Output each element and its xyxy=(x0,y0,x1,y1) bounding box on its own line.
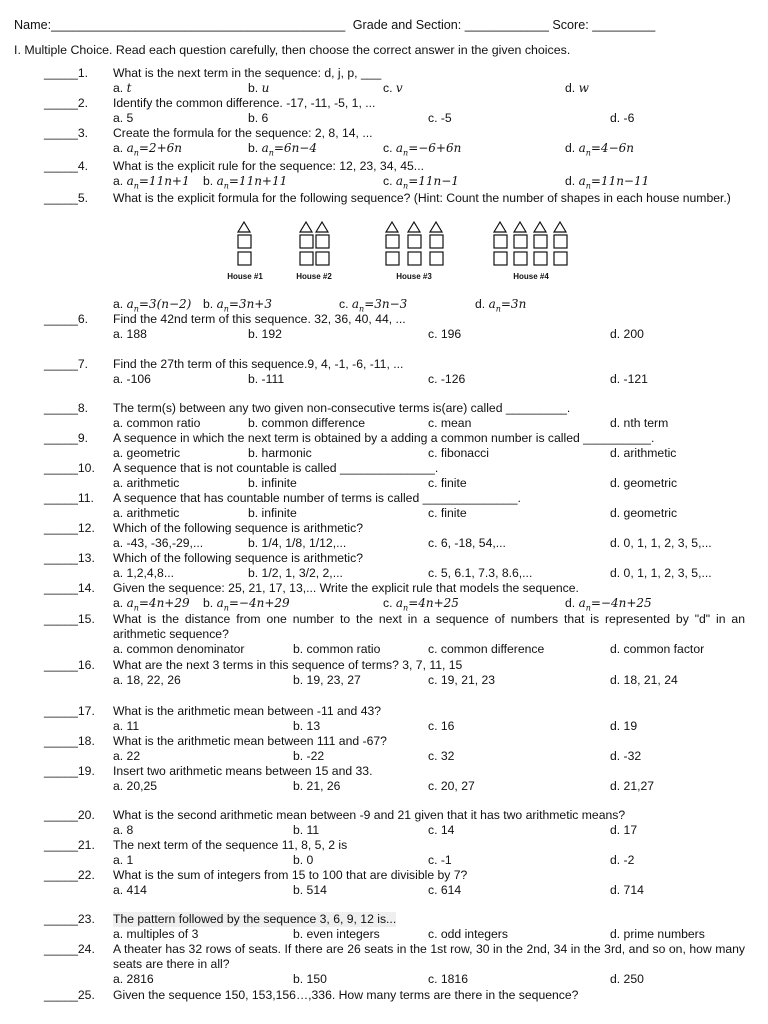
choice-d[interactable]: d. -32 xyxy=(610,749,642,763)
choice-a[interactable]: a. 1 xyxy=(113,853,134,867)
question-18 xyxy=(0,734,768,764)
choice-d[interactable]: d. w xyxy=(565,81,589,95)
question-text: Find the 42nd term of this sequence. 32, 36, 40, 44, ... xyxy=(113,312,406,326)
question-text: Identify the common difference. -17, -11, -5, 1, ... xyxy=(113,96,376,110)
question-3 xyxy=(0,126,768,156)
answer-blank[interactable]: _____24. xyxy=(44,942,95,956)
question-text: Which of the following sequence is arithmetic? xyxy=(113,521,363,535)
choice-b[interactable]: b. -22 xyxy=(293,749,325,763)
choice-c[interactable]: c. $a_n=3n-3$ xyxy=(339,297,408,314)
name-field[interactable]: __________________________________________ xyxy=(51,18,346,32)
house-label-3: House #3 xyxy=(396,272,432,281)
choice-a[interactable]: a. arithmetic xyxy=(113,476,180,490)
answer-blank[interactable]: _____25. xyxy=(44,988,95,1002)
question-text: Insert two arithmetic means between 15 and 33. xyxy=(113,764,373,778)
choice-a[interactable]: a. -43, -36,-29,... xyxy=(113,536,204,550)
answer-blank[interactable]: _____6. xyxy=(44,312,89,326)
question-text: A theater has 32 rows of seats. If there are 26 seats in the 1st row, 30 in the 2nd, 34 in the 3rd, and so on, how many seats are there in all? xyxy=(113,942,745,971)
answer-blank[interactable]: _____5. xyxy=(44,191,89,205)
choice-c[interactable]: c. odd integers xyxy=(428,927,508,941)
choice-a[interactable]: a. $a_n=2+6n$ xyxy=(113,141,182,158)
score-field[interactable]: _________ xyxy=(592,18,656,32)
choice-c[interactable]: c. -126 xyxy=(428,372,466,386)
question-10 xyxy=(0,461,768,491)
choice-d[interactable]: d. 21,27 xyxy=(610,779,655,793)
question-14 xyxy=(0,581,768,611)
house-1-shapes xyxy=(238,222,251,265)
choice-b[interactable]: b. 21, 26 xyxy=(293,779,341,793)
choice-b[interactable]: b. infinite xyxy=(248,506,297,520)
question-2 xyxy=(0,96,768,126)
choice-a[interactable]: a. 20,25 xyxy=(113,779,158,793)
question-text: A sequence in which the next term is obtained by a adding a common number is called __________. xyxy=(113,431,655,445)
choice-a[interactable]: a. -106 xyxy=(113,372,151,386)
choice-b[interactable]: b. harmonic xyxy=(248,446,312,460)
question-11 xyxy=(0,491,768,521)
choice-b[interactable]: b. 13 xyxy=(293,719,321,733)
question-6 xyxy=(0,312,768,342)
choice-a[interactable]: a. 414 xyxy=(113,883,147,897)
question-25 xyxy=(0,988,768,1003)
question-19 xyxy=(0,764,768,794)
grade-field[interactable]: ____________ xyxy=(464,18,549,32)
question-text: What is the arithmetic mean between -11 and 43? xyxy=(113,704,382,718)
choice-c[interactable]: c. v xyxy=(383,81,403,95)
worksheet-header xyxy=(14,18,754,32)
question-text: What is the arithmetic mean between 111 and -67? xyxy=(113,734,387,748)
choice-d[interactable]: d. common factor xyxy=(610,642,705,656)
choice-a[interactable]: a. common ratio xyxy=(113,416,201,430)
question-20 xyxy=(0,808,768,838)
choice-c[interactable]: c. $a_n=-6+6n$ xyxy=(383,141,462,158)
answer-blank[interactable]: _____10. xyxy=(44,461,95,475)
question-22 xyxy=(0,868,768,898)
question-text: What is the next term in the sequence: d, j, p, ___ xyxy=(113,66,382,80)
choice-d[interactable]: d. 0, 1, 1, 2, 3, 5,... xyxy=(610,536,712,550)
choice-b[interactable]: b. 150 xyxy=(293,972,327,986)
choice-a[interactable]: a. 2816 xyxy=(113,972,154,986)
house-2-shapes xyxy=(300,222,329,265)
choice-c[interactable]: c. $a_n=4n+25$ xyxy=(383,596,459,613)
house-label-4: House #4 xyxy=(513,272,549,281)
choice-b[interactable]: b. 0 xyxy=(293,853,314,867)
choice-b[interactable]: b. $a_n=-4n+29$ xyxy=(203,596,290,613)
choice-c[interactable]: c. 614 xyxy=(428,883,462,897)
answer-blank[interactable]: _____4. xyxy=(44,159,89,173)
answer-blank[interactable]: _____15. xyxy=(44,612,95,626)
house-figure xyxy=(228,220,588,296)
choice-b[interactable]: b. 6 xyxy=(248,111,269,125)
choice-c[interactable]: c. -5 xyxy=(428,111,452,125)
question-text: Which of the following sequence is arithmetic? xyxy=(113,551,363,565)
choice-d[interactable]: d. $a_n=3n$ xyxy=(475,297,527,314)
choice-c[interactable]: c. 6, -18, 54,... xyxy=(428,536,506,550)
choice-a[interactable]: a. t xyxy=(113,81,132,95)
choice-d[interactable]: d. -2 xyxy=(610,853,635,867)
choice-b[interactable]: b. $a_n=3n+3$ xyxy=(203,297,272,314)
choice-d[interactable]: d. 0, 1, 1, 2, 3, 5,... xyxy=(610,566,712,580)
choice-a[interactable]: a. 5 xyxy=(113,111,134,125)
choice-c[interactable]: c. 196 xyxy=(428,327,462,341)
choice-a[interactable]: a. 8 xyxy=(113,823,134,837)
choice-b[interactable]: b. 1/2, 1, 3/2, 2,... xyxy=(248,566,343,580)
choice-c[interactable]: c. finite xyxy=(428,476,467,490)
answer-blank[interactable]: _____2. xyxy=(44,96,89,110)
question-23 xyxy=(0,912,768,942)
question-7 xyxy=(0,357,768,387)
choice-b[interactable]: b. common difference xyxy=(248,416,365,430)
question-13 xyxy=(0,551,768,581)
question-9 xyxy=(0,431,768,461)
question-text: A sequence that is not countable is called ______________. xyxy=(113,461,439,475)
answer-blank[interactable]: _____13. xyxy=(44,551,95,565)
choice-d[interactable]: d. 19 xyxy=(610,719,638,733)
choice-c[interactable]: c. fibonacci xyxy=(428,446,489,460)
instructions: I. Multiple Choice. Read each question carefully, then choose the correct answer in the given choices. xyxy=(14,43,571,57)
choice-d[interactable]: d. -121 xyxy=(610,372,648,386)
choice-c[interactable]: c. 32 xyxy=(428,749,455,763)
choice-a[interactable]: a. $a_n=4n+29$ xyxy=(113,596,190,613)
choice-d[interactable]: d. 18, 21, 24 xyxy=(610,673,678,687)
house-4-shapes xyxy=(494,222,567,265)
choice-a[interactable]: a. multiples of 3 xyxy=(113,927,199,941)
choice-b[interactable]: b. 192 xyxy=(248,327,282,341)
question-16 xyxy=(0,658,768,688)
question-text: A sequence that has countable number of terms is called ______________. xyxy=(113,491,521,505)
choice-c[interactable]: c. 20, 27 xyxy=(428,779,475,793)
house-3-shapes xyxy=(386,222,443,265)
choice-b[interactable]: b. even integers xyxy=(293,927,380,941)
choice-c[interactable]: c. mean xyxy=(428,416,472,430)
question-text: What are the next 3 terms in this sequence of terms? 3, 7, 11, 15 xyxy=(113,658,463,672)
answer-blank[interactable]: _____16. xyxy=(44,658,95,672)
question-text: Given the sequence: 25, 21, 17, 13,... Write the explicit rule that models the sequence. xyxy=(113,581,579,595)
choice-b[interactable]: b. 514 xyxy=(293,883,327,897)
question-text: What is the second arithmetic mean between -9 and 21 given that it has two arithmetic means? xyxy=(113,808,626,822)
question-24 xyxy=(0,942,768,987)
house-diagram xyxy=(228,220,588,280)
choice-c[interactable]: c. 16 xyxy=(428,719,455,733)
question-text: Given the sequence 150, 153,156…,336. How many terms are there in the sequence? xyxy=(113,988,579,1002)
house-label-1: House #1 xyxy=(227,272,263,281)
choice-a[interactable]: a. 188 xyxy=(113,327,147,341)
choice-d[interactable]: d. prime numbers xyxy=(610,927,705,941)
question-text: The pattern followed by the sequence 3, 6, 9, 12 is... xyxy=(113,912,397,926)
choice-a[interactable]: a. 18, 22, 26 xyxy=(113,673,181,687)
choice-a[interactable]: a. geometric xyxy=(113,446,181,460)
choice-d[interactable]: d. $a_n=-4n+25$ xyxy=(565,596,652,613)
answer-blank[interactable]: _____23. xyxy=(44,912,95,926)
choice-d[interactable]: d. geometric xyxy=(610,506,678,520)
answer-blank[interactable]: _____17. xyxy=(44,704,95,718)
question-text: What is the explicit formula for the following sequence? (Hint: Count the number of shapes in each house number.) xyxy=(113,191,731,205)
question-4 xyxy=(0,159,768,189)
question-1 xyxy=(0,66,768,96)
choice-b[interactable]: b. $a_n=6n-4$ xyxy=(248,141,317,158)
question-12 xyxy=(0,521,768,551)
grade-label: Grade and Section: xyxy=(352,18,462,32)
name-label: Name: xyxy=(14,18,52,32)
question-17 xyxy=(0,704,768,734)
answer-blank[interactable]: _____19. xyxy=(44,764,95,778)
choice-b[interactable]: b. 19, 23, 27 xyxy=(293,673,361,687)
answer-blank[interactable]: _____22. xyxy=(44,868,95,882)
choice-a[interactable]: a. 22 xyxy=(113,749,141,763)
choice-b[interactable]: b. 11 xyxy=(293,823,320,837)
choice-a[interactable]: a. 1,2,4,8... xyxy=(113,566,174,580)
answer-blank[interactable]: _____11. xyxy=(44,491,94,505)
question-text: Find the 27th term of this sequence.9, 4, -1, -6, -11, ... xyxy=(113,357,404,371)
question-text: The term(s) between any two given non-consecutive terms is(are) called _________. xyxy=(113,401,571,415)
answer-blank[interactable]: _____18. xyxy=(44,734,95,748)
choice-b[interactable]: b. 1/4, 1/8, 1/12,... xyxy=(248,536,347,550)
choice-a[interactable]: a. $a_n=3(n-2)$ xyxy=(113,297,192,314)
score-label: Score: xyxy=(552,18,589,32)
choice-c[interactable]: c. -1 xyxy=(428,853,452,867)
question-15 xyxy=(0,612,768,657)
answer-blank[interactable]: _____9. xyxy=(44,431,89,445)
choice-b[interactable]: b. infinite xyxy=(248,476,297,490)
choice-d[interactable]: d. arithmetic xyxy=(610,446,677,460)
choice-c[interactable]: c. 19, 21, 23 xyxy=(428,673,496,687)
choice-d[interactable]: d. -6 xyxy=(610,111,635,125)
choice-b[interactable]: b. common ratio xyxy=(293,642,381,656)
choice-a[interactable]: a. 11 xyxy=(113,719,140,733)
choice-d[interactable]: d. nth term xyxy=(610,416,669,430)
choice-c[interactable]: c. finite xyxy=(428,506,467,520)
choice-c[interactable]: c. 1816 xyxy=(428,972,468,986)
question-text: What is the sum of integers from 15 to 100 that are divisible by 7? xyxy=(113,868,468,882)
choice-d[interactable]: d. geometric xyxy=(610,476,678,490)
choice-d[interactable]: d. 714 xyxy=(610,883,644,897)
question-text: What is the distance from one number to the next in a sequence of numbers that is represented by "d" in an arithmetic sequence? xyxy=(113,612,745,641)
choice-d[interactable]: d. $a_n=11n-11$ xyxy=(565,174,650,191)
choice-c[interactable]: c. 5, 6.1, 7.3, 8.6,... xyxy=(428,566,533,580)
answer-blank[interactable]: _____8. xyxy=(44,401,89,415)
choice-a[interactable]: a. arithmetic xyxy=(113,506,180,520)
choice-d[interactable]: d. $a_n=4-6n$ xyxy=(565,141,634,158)
choice-a[interactable]: a. $a_n=11n+1$ xyxy=(113,174,190,191)
answer-blank[interactable]: _____21. xyxy=(44,838,95,852)
answer-blank[interactable]: _____14. xyxy=(44,581,95,595)
question-21 xyxy=(0,838,768,868)
answer-blank[interactable]: _____20. xyxy=(44,808,95,822)
answer-blank[interactable]: _____7. xyxy=(44,357,89,371)
choice-c[interactable]: c. common difference xyxy=(428,642,545,656)
choice-d[interactable]: d. 200 xyxy=(610,327,644,341)
choice-c[interactable]: c. $a_n=11n-1$ xyxy=(383,174,459,191)
answer-blank[interactable]: _____1. xyxy=(44,66,89,80)
choice-d[interactable]: d. 17 xyxy=(610,823,638,837)
question-8 xyxy=(0,401,768,431)
house-label-2: House #2 xyxy=(296,272,332,281)
choice-b[interactable]: b. u xyxy=(248,81,270,95)
choice-b[interactable]: b. -111 xyxy=(248,372,285,386)
choice-b[interactable]: b. $a_n=11n+11$ xyxy=(203,174,288,191)
question-text: What is the explicit rule for the sequence: 12, 23, 34, 45... xyxy=(113,159,424,173)
answer-blank[interactable]: _____3. xyxy=(44,126,89,140)
question-text: The next term of the sequence 11, 8, 5, 2 is xyxy=(113,838,348,852)
choice-c[interactable]: c. 14 xyxy=(428,823,455,837)
question-text: Create the formula for the sequence: 2, 8, 14, ... xyxy=(113,126,373,140)
answer-blank[interactable]: _____12. xyxy=(44,521,95,535)
choice-a[interactable]: a. common denominator xyxy=(113,642,245,656)
choice-d[interactable]: d. 250 xyxy=(610,972,644,986)
